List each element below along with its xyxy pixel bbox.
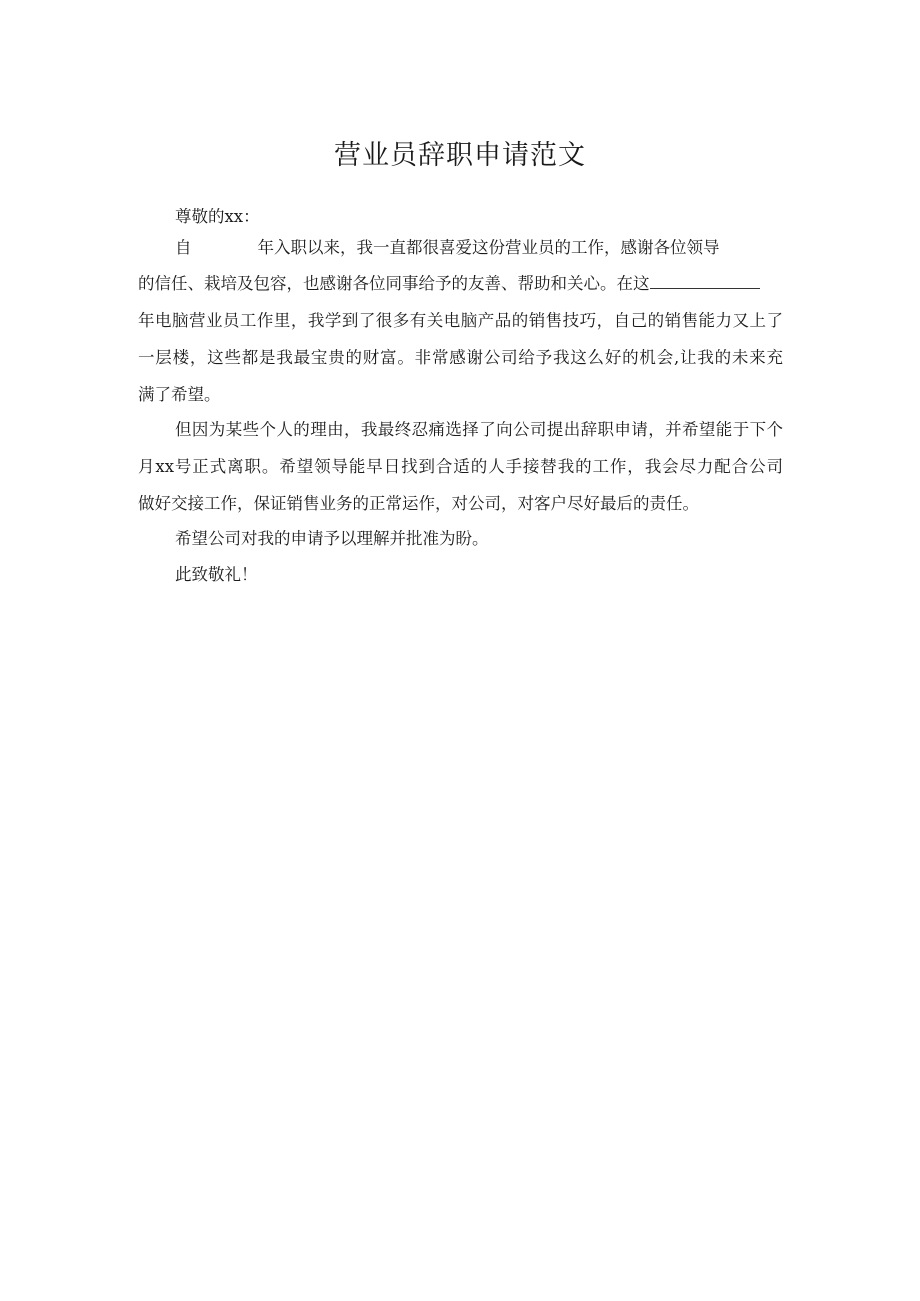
paragraph-1-line-4: 一层楼，这些都是我最宝贵的财富。非常感谢公司给予我这么好的机会,让我的未来充 xyxy=(138,348,783,367)
p1-line1-start: 自 xyxy=(175,238,192,257)
paragraph-2-line-2: 月xx号正式离职。希望领导能早日找到合适的人手接替我的工作，我会尽力配合公司 xyxy=(138,457,783,476)
paragraph-1-line-2 xyxy=(138,272,760,296)
p1-line1-rest: 年入职以来，我一直都很喜爱这份营业员的工作，感谢各位领导 xyxy=(257,238,720,257)
paragraph-1-line-3: 年电脑营业员工作里，我学到了很多有关电脑产品的销售技巧，自己的销售能力又上了 xyxy=(138,311,783,330)
paragraph-1-line-5: 满了希望。 xyxy=(138,385,221,404)
paragraph-2-line-3: 做好交接工作，保证销售业务的正常运作，对公司，对客户尽好最后的责任。 xyxy=(138,494,699,513)
paragraph-2-line-1: 但因为某些个人的理由，我最终忍痛选择了向公司提出辞职申请，并希望能于下个 xyxy=(175,420,783,439)
fill-in-blank xyxy=(650,272,760,289)
p1-line2-text: 的信任、栽培及包容，也感谢各位同事给予的友善、帮助和关心。在这 xyxy=(138,274,650,293)
paragraph-1-line-1 xyxy=(175,236,720,260)
salutation: 尊敬的xx： xyxy=(175,207,260,226)
closing-line: 此致敬礼！ xyxy=(175,565,258,584)
document-title: 营业员辞职申请范文 xyxy=(334,140,586,171)
paragraph-3: 希望公司对我的申请予以理解并批准为盼。 xyxy=(175,529,489,548)
